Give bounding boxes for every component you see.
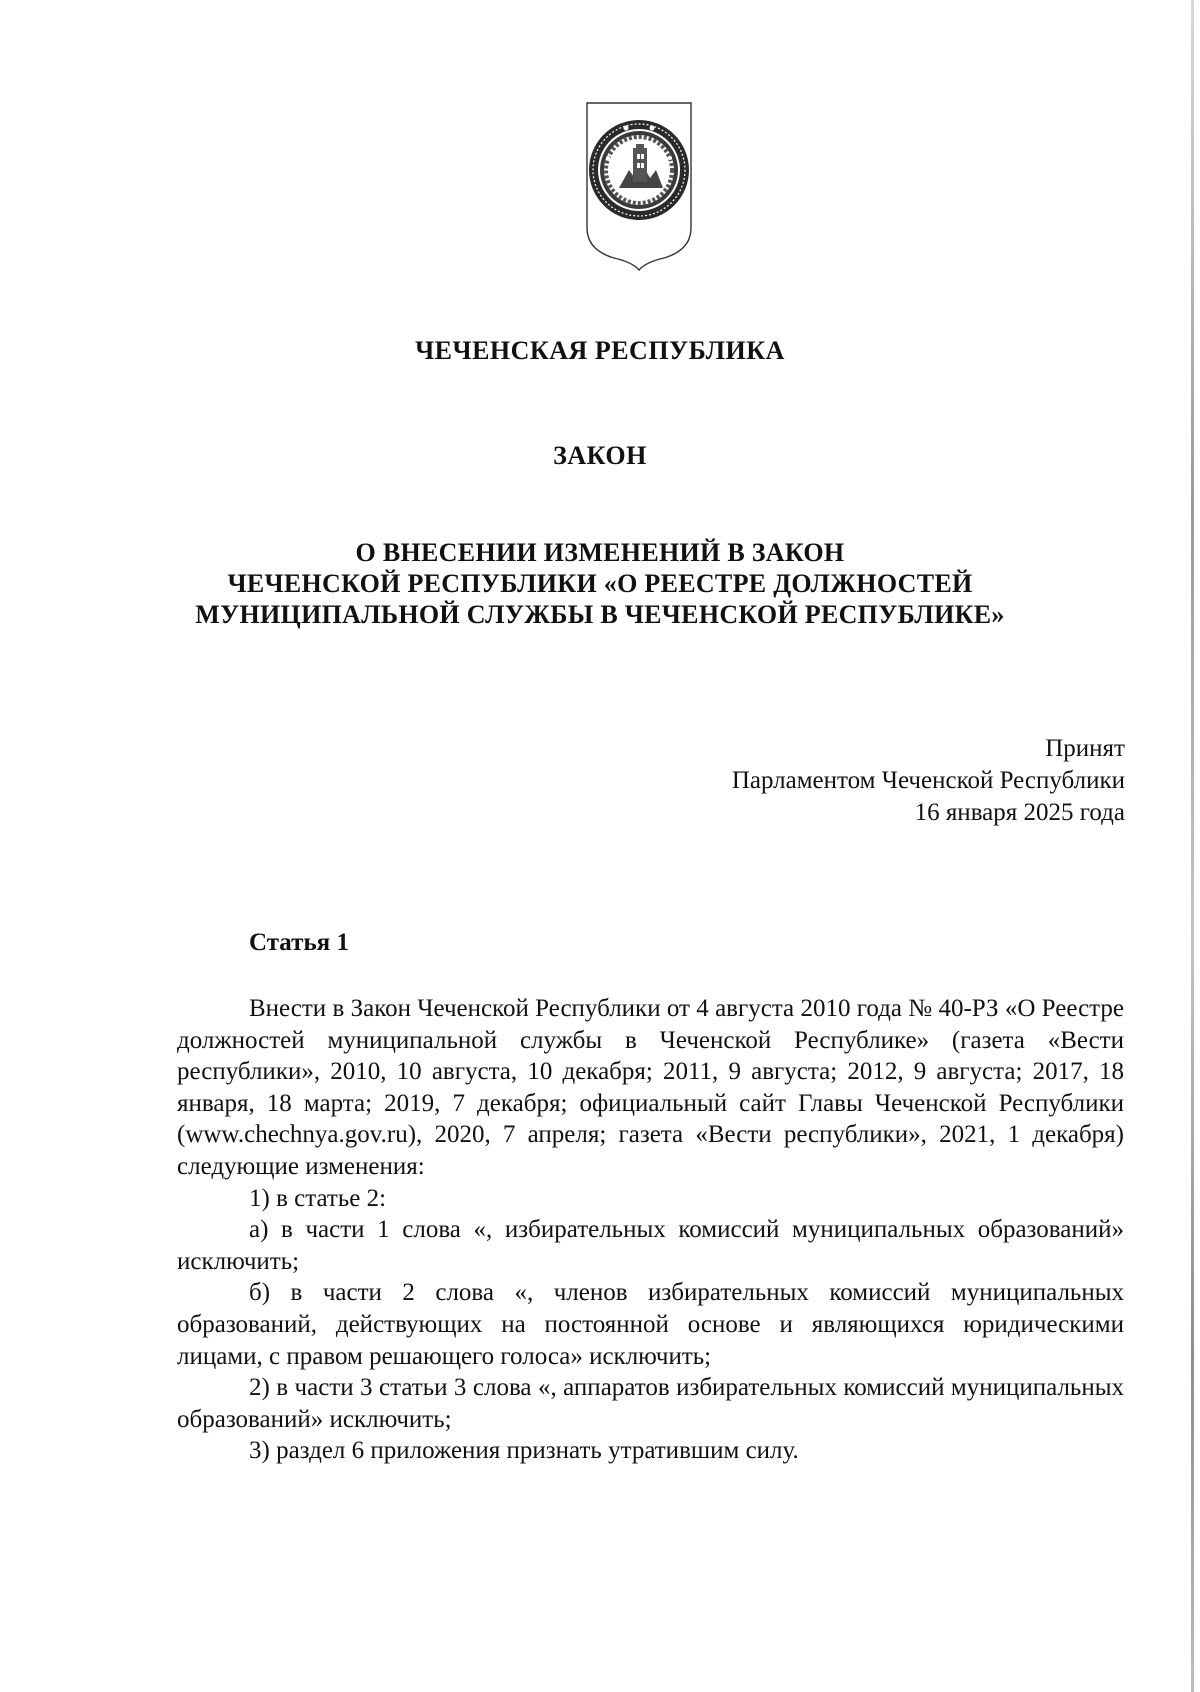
- coat-of-arms-icon: [584, 100, 694, 272]
- adoption-block: [732, 733, 1125, 829]
- law-title-line-2: ЧЕЧЕНСКОЙ РЕСПУБЛИКИ «О РЕЕСТРЕ ДОЛЖНОСТЕЙ: [227, 569, 973, 598]
- article-paragraph: б) в части 2 слова «, членов избирательных комиссий муниципальных образований, действующих на постоянной основе и являющихся юридическими лицами, с правом решающего голоса» исключить;: [177, 1279, 1124, 1370]
- adoption-date: 16 января 2025 года: [914, 799, 1125, 826]
- adoption-line-1: Принят: [1045, 735, 1125, 762]
- article-paragraph: 3) раздел 6 приложения признать утратившим силу.: [249, 1437, 799, 1465]
- scan-edge: [1191, 0, 1194, 1692]
- article-body: [177, 993, 1124, 1467]
- article-heading: Статья 1: [249, 929, 349, 956]
- law-title: [0, 537, 1200, 630]
- article-paragraph: 1) в статье 2:: [249, 1184, 387, 1212]
- article-paragraph: 2) в части 3 статьи 3 слова «, аппаратов избирательных комиссий муниципальных образований» исключить;: [177, 1374, 1124, 1433]
- article-paragraph: а) в части 1 слова «, избирательных комиссий муниципальных образований» исключить;: [177, 1216, 1124, 1275]
- adoption-line-2: Парламентом Чеченской Республики: [731, 767, 1125, 794]
- document-type-heading: ЗАКОН: [553, 441, 647, 470]
- law-title-line-1: О ВНЕСЕНИИ ИЗМЕНЕНИЙ В ЗАКОН: [355, 538, 845, 567]
- article-paragraph: Внести в Закон Чеченской Республики от 4 августа 2010 года № 40-РЗ «О Реестре должностей муниципальной службы в Чеченской Республике» (газета «Вести республики», 2010, 10 августа, 10 декабря; 2011, 9 августа; 2012, 9 августа; 2017, 18 января, 18 марта; 2019, 7 декабря; официальный сайт Главы Чеченской Республики (www.chechnya.gov.ru), 2020, 7 апреля; газета «Вести республики», 2021, 1 декабря) следующие изменения:: [177, 995, 1124, 1180]
- law-title-line-3: МУНИЦИПАЛЬНОЙ СЛУЖБЫ В ЧЕЧЕНСКОЙ РЕСПУБЛИКЕ»: [195, 600, 1005, 629]
- republic-heading: ЧЕЧЕНСКАЯ РЕСПУБЛИКА: [415, 336, 785, 365]
